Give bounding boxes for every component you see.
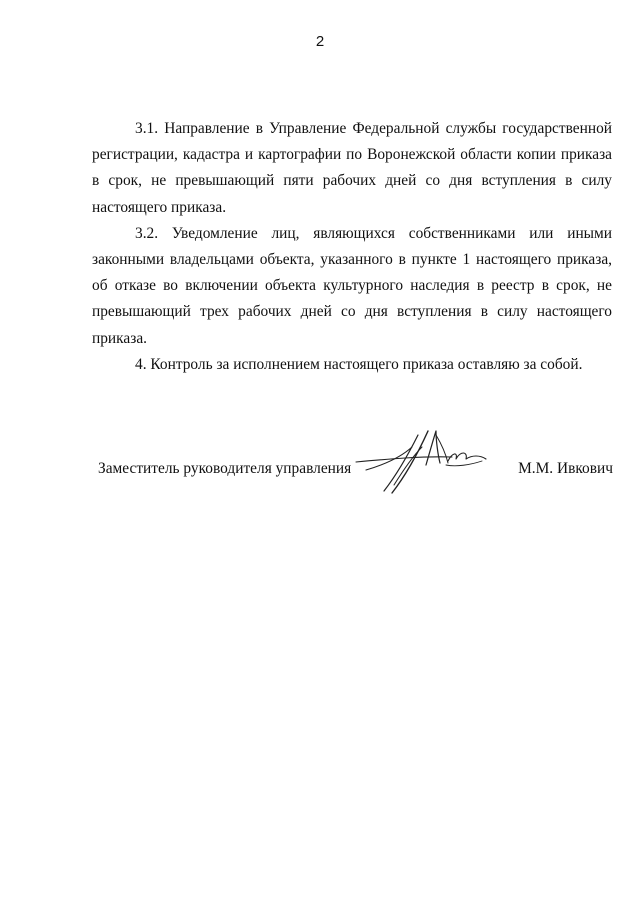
paragraph-3-2: 3.2. Уведомление лиц, являющихся собственниками или иными законными владельцами объекта, указанного в пункте 1 настоящего приказа, об отказе во включении объекта культурного наследия в реестр в срок, не превышающий трех рабочих дней со дня вступления в силу настоящего приказа.: [92, 224, 612, 347]
signatory-name: М.М. Ивкович: [518, 460, 613, 477]
page-number: 2: [315, 33, 325, 50]
paragraph-4: 4. Контроль за исполнением настоящего приказа оставляю за собой.: [135, 355, 583, 373]
signature-block: [98, 425, 613, 495]
document-body: [92, 116, 612, 378]
signatory-position: Заместитель руководителя управления: [98, 460, 352, 477]
handwritten-signature: [348, 425, 488, 495]
paragraph-3-1: 3.1. Направление в Управление Федеральной службы государственной регистрации, кадастра и картографии по Воронежской области копии приказа в срок, не превышающий пяти рабочих дней со дня вступления в силу настоящего приказа.: [92, 120, 612, 216]
